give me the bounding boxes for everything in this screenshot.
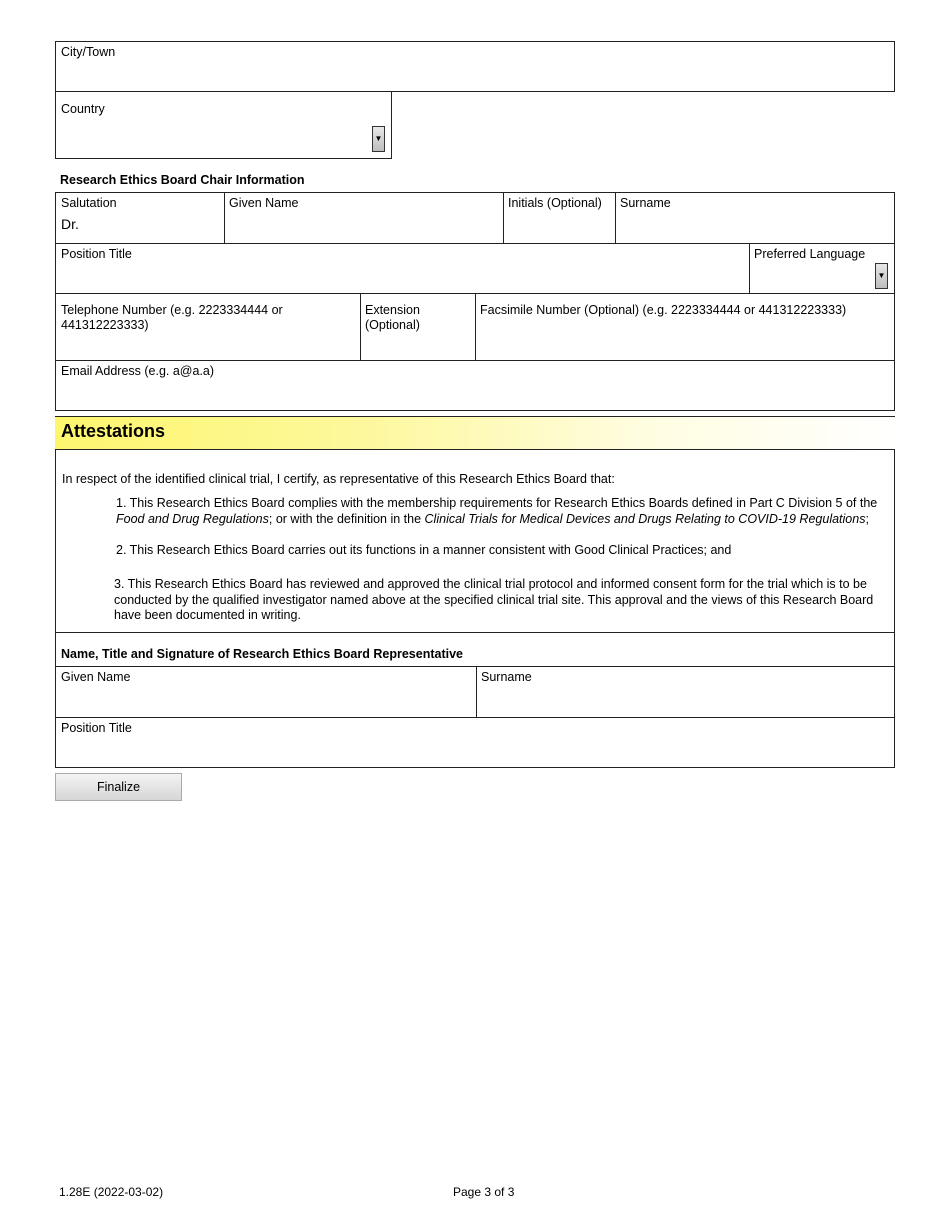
chevron-down-icon[interactable]: ▼	[875, 263, 888, 289]
chair-position-title-label: Position Title	[61, 247, 132, 261]
attestations-title: Attestations	[61, 421, 166, 441]
email-field[interactable]	[55, 360, 895, 411]
salutation-field[interactable]	[56, 193, 225, 243]
rep-given-name-label: Given Name	[61, 670, 131, 684]
form-id: 1.28E (2022-03-02)	[59, 1185, 164, 1199]
country-select[interactable]	[55, 91, 392, 159]
page-number: Page 3 of 3	[453, 1185, 515, 1199]
representative-section-title: Name, Title and Signature of Research Ethics Board Representative	[61, 647, 463, 661]
initials-field[interactable]	[503, 193, 616, 243]
rep-position-title-label: Position Title	[61, 721, 132, 735]
initials-label: Initials (Optional)	[508, 196, 602, 210]
rep-surname-label: Surname	[481, 670, 532, 684]
salutation-label: Salutation	[61, 196, 117, 210]
chair-surname-field[interactable]	[615, 193, 894, 243]
attestation-item-2: 2. This Research Ethics Board carries out its functions in a manner consistent with Good Clinical Practices; and	[116, 543, 732, 557]
email-label: Email Address (e.g. a@a.a)	[61, 364, 215, 378]
chair-given-name-label: Given Name	[229, 196, 299, 210]
representative-section	[55, 632, 895, 668]
rep-surname-field[interactable]	[476, 667, 894, 717]
extension-label: Extension (Optional)	[365, 303, 420, 332]
preferred-language-select[interactable]	[749, 244, 894, 293]
facsimile-label: Facsimile Number (Optional) (e.g. 2223334444 or 441312223333)	[480, 303, 847, 317]
salutation-value: Dr.	[61, 216, 79, 232]
chair-contact-row	[55, 293, 895, 361]
attestation-item-1-text-a: 1. This Research Ethics Board complies with the membership requirements for Research Ethics Boards defined in Part C Division 5 of the	[116, 496, 878, 510]
attestation-item-3: 3. This Research Ethics Board has reviewed and approved the clinical trial protocol and informed consent form for the trial which is to be conducted by the qualified investigator named above at the specified clinical trial site. This approval and the views of this Research Board have been documented in writing.	[114, 577, 874, 622]
telephone-label: Telephone Number (e.g. 2223334444 or 441312223333)	[61, 303, 283, 332]
finalize-button[interactable]: Finalize	[55, 773, 182, 801]
preferred-language-label: Preferred Language	[754, 247, 866, 261]
city-label: City/Town	[61, 45, 116, 59]
chair-surname-label: Surname	[620, 196, 671, 210]
attestation-item-1-text-b: ; or with the definition in the	[268, 511, 425, 526]
extension-field[interactable]	[360, 294, 476, 360]
chair-position-row	[55, 243, 895, 294]
telephone-field[interactable]	[56, 294, 361, 360]
attestation-item-1-text-c: ;	[865, 511, 869, 526]
representative-name-row	[55, 666, 895, 718]
chair-name-row	[55, 192, 895, 244]
rep-given-name-field[interactable]	[56, 667, 477, 717]
attestation-item-1-italic-b: Clinical Trials for Medical Devices and Drugs Relating to COVID-19 Regulations	[424, 511, 866, 526]
chevron-down-icon[interactable]: ▼	[372, 126, 385, 152]
attestation-item-1-italic-a: Food and Drug Regulations	[116, 511, 269, 526]
chair-position-title-field[interactable]	[56, 244, 750, 293]
attestations-header	[55, 416, 895, 449]
attestations-intro: In respect of the identified clinical trial, I certify, as representative of this Research Ethics Board that:	[62, 472, 615, 486]
city-field[interactable]	[55, 41, 895, 92]
facsimile-field[interactable]	[475, 294, 894, 360]
chair-given-name-field[interactable]	[224, 193, 504, 243]
attestations-body	[55, 449, 895, 633]
rep-position-title-field[interactable]	[55, 717, 895, 768]
chair-section-title: Research Ethics Board Chair Information	[60, 173, 305, 187]
country-label: Country	[61, 102, 105, 116]
attestation-item-1	[116, 496, 891, 527]
